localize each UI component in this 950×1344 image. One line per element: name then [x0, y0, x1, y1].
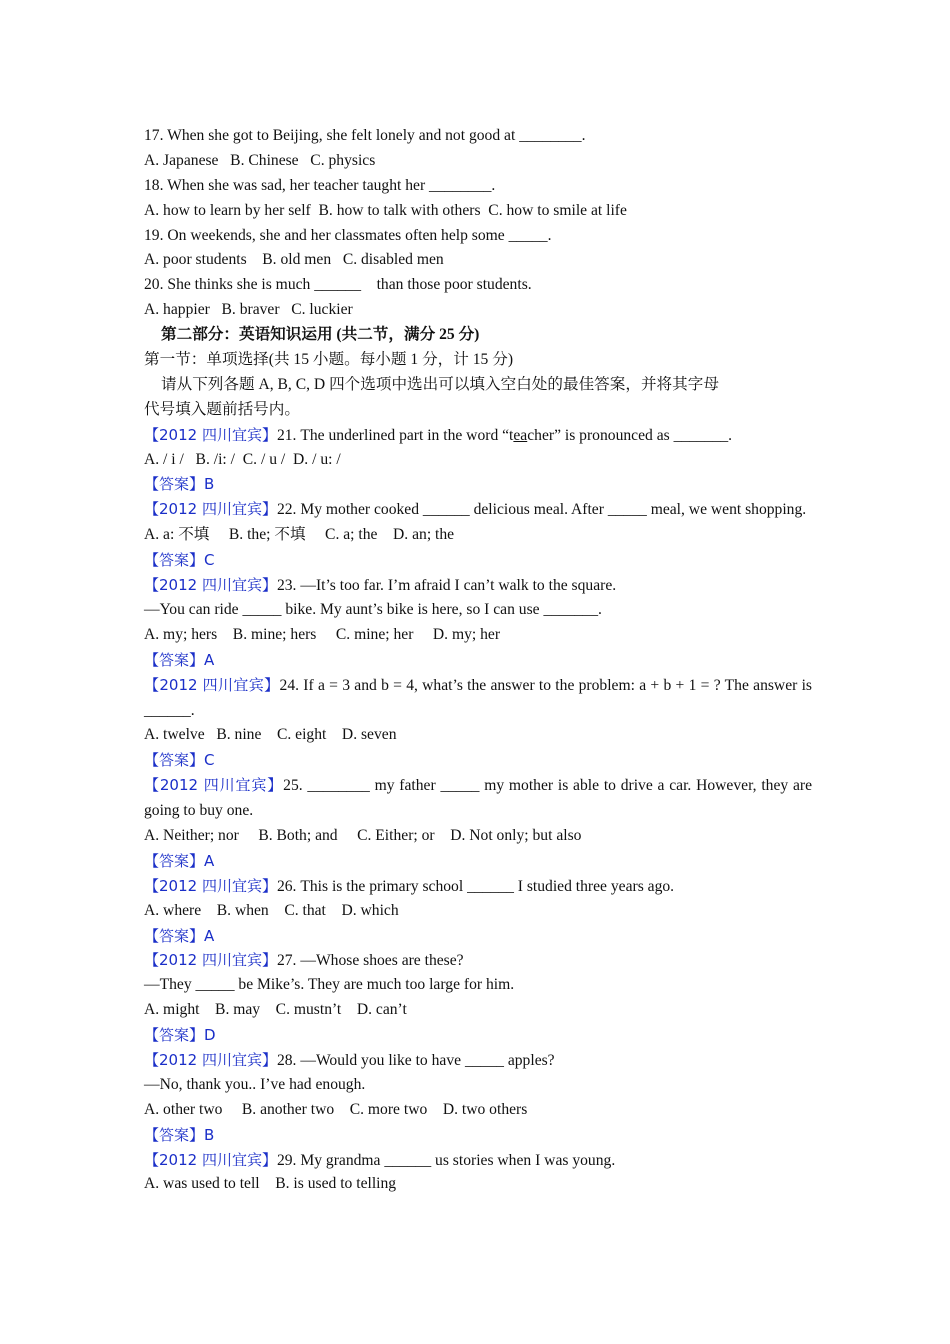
source-tag: 【2012 四川宜宾】: [144, 776, 284, 795]
question-25-text: 25. ________ my father _____ my mother is able to drive a car. However, they are going to buy one.: [144, 777, 812, 820]
answer-label: 【答案】: [144, 1125, 205, 1144]
answer-value: B: [204, 1125, 215, 1144]
part-two-heading: 第二部分：英语知识运用 (共二节，满分 25 分): [161, 326, 480, 344]
answer-label: 【答案】: [144, 650, 205, 669]
question-27-reply: —They _____ be Mike’s. They are much too large for him.: [144, 976, 515, 994]
options-28: A. other two B. another two C. more two D. two others: [144, 1100, 528, 1118]
source-tag: 【2012 四川宜宾】: [144, 876, 277, 895]
answer-value: A: [204, 851, 215, 870]
answer-23: [144, 648, 812, 673]
options-22: A. a: 不填 B. the; 不填 C. a; the D. an; the: [144, 526, 455, 544]
options-24: A. twelve B. nine C. eight D. seven: [144, 726, 397, 744]
answer-value: A: [204, 650, 215, 669]
answer-label: 【答案】: [144, 751, 205, 770]
section-one-heading: 第一节：单项选择(共 15 小题。每小题 1 分，计 15 分): [144, 351, 514, 369]
question-23: [144, 573, 812, 598]
options-19: A. poor students B. old men C. disabled men: [144, 251, 444, 269]
question-28: [144, 1048, 812, 1073]
question-24: [144, 673, 812, 724]
question-21-post: cher” is pronounced as _______.: [527, 426, 733, 444]
question-22-text: 22. My mother cooked ______ delicious meal. After _____ meal, we went shopping.: [276, 501, 807, 519]
answer-value: C: [204, 751, 215, 770]
question-28-reply: —No, thank you.. I’ve had enough.: [144, 1075, 366, 1093]
question-19: 19. On weekends, she and her classmates often help some _____.: [144, 226, 552, 244]
options-29: A. was used to tell B. is used to telling: [144, 1175, 397, 1193]
options-25: A. Neither; nor B. Both; and C. Either; or D. Not only; but also: [144, 827, 582, 845]
answer-26: [144, 924, 812, 949]
question-26-text: 26. This is the primary school ______ I studied three years ago.: [276, 877, 675, 895]
source-tag: 【2012 四川宜宾】: [144, 425, 277, 444]
answer-24: [144, 748, 812, 773]
options-27: A. might B. may C. mustn’t D. can’t: [144, 1001, 407, 1019]
source-tag: 【2012 四川宜宾】: [144, 576, 277, 595]
options-26: A. where B. when C. that D. which: [144, 901, 399, 919]
source-tag: 【2012 四川宜宾】: [144, 1051, 277, 1070]
question-28-text: 28. —Would you like to have _____ apples?: [276, 1052, 555, 1070]
question-20: 20. She thinks she is much ______ than those poor students.: [144, 276, 532, 294]
document-body: [144, 124, 812, 1197]
source-tag: 【2012 四川宜宾】: [144, 951, 277, 970]
question-17: 17. When she got to Beijing, she felt lonely and not good at ________.: [144, 127, 586, 144]
question-23-reply: —You can ride _____ bike. My aunt’s bike is here, so I can use _______.: [144, 600, 602, 618]
question-21: [144, 423, 812, 448]
options-20: A. happier B. braver C. luckier: [144, 301, 353, 319]
instructions-line-1: 请从下列各题 A, B, C, D 四个选项中选出可以填入空白处的最佳答案，并将其字母: [161, 375, 719, 393]
answer-label: 【答案】: [144, 1026, 205, 1045]
options-17: A. Japanese B. Chinese C. physics: [144, 151, 376, 169]
answer-value: A: [204, 926, 215, 945]
underlined-letters: ea: [513, 426, 528, 444]
answer-27: [144, 1023, 812, 1048]
answer-25: [144, 849, 812, 874]
question-18: 18. When she was sad, her teacher taught her ________.: [144, 176, 496, 194]
answer-21: [144, 472, 812, 497]
question-29: [144, 1148, 812, 1173]
question-29-text: 29. My grandma ______ us stories when I was young.: [276, 1151, 616, 1169]
answer-value: C: [204, 551, 215, 570]
question-22: [144, 497, 812, 523]
options-21: A. / i / B. /i: / C. / u / D. / u: /: [144, 450, 341, 468]
question-25: [144, 773, 812, 824]
source-tag: 【2012 四川宜宾】: [144, 1150, 277, 1169]
source-tag: 【2012 四川宜宾】: [144, 500, 277, 519]
question-24-text: 24. If a = 3 and b = 4, what’s the answer to the problem: a + b + 1 = ? The answer is ______.: [144, 676, 812, 719]
question-27-text: 27. —Whose shoes are these?: [276, 952, 464, 970]
answer-label: 【答案】: [144, 851, 205, 870]
answer-28: [144, 1123, 812, 1148]
question-26: [144, 874, 812, 899]
question-27: [144, 948, 812, 973]
answer-22: [144, 548, 812, 573]
answer-label: 【答案】: [144, 551, 205, 570]
answer-value: B: [204, 475, 215, 494]
instructions-line-2: 代号填入题前括号内。: [144, 400, 300, 418]
question-21-pre: 21. The underlined part in the word “t: [276, 426, 514, 444]
source-tag: 【2012 四川宜宾】: [144, 675, 280, 694]
options-18: A. how to learn by her self B. how to talk with others C. how to smile at life: [144, 201, 627, 219]
options-23: A. my; hers B. mine; hers C. mine; her D. my; her: [144, 625, 501, 643]
answer-label: 【答案】: [144, 926, 205, 945]
answer-value: D: [204, 1026, 216, 1045]
question-23-text: 23. —It’s too far. I’m afraid I can’t walk to the square.: [276, 577, 617, 595]
answer-label: 【答案】: [144, 475, 205, 494]
